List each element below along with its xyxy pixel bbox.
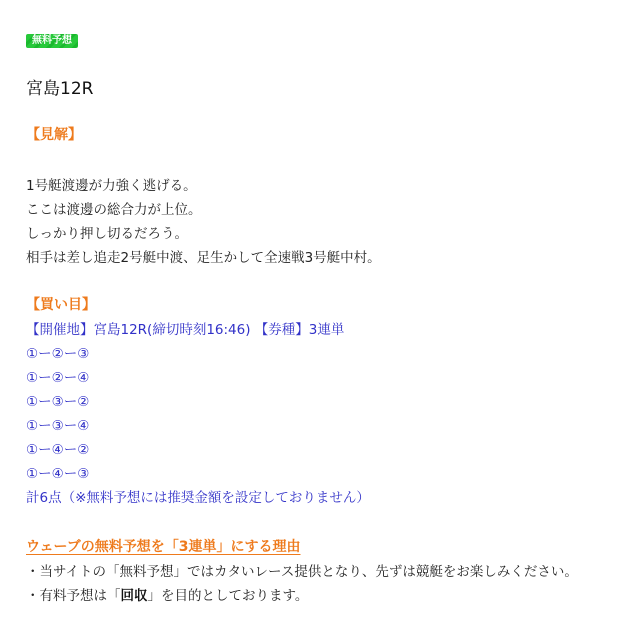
reason-line-2	[26, 584, 308, 604]
opinion-line-3: しっかり押し切るだろう。	[26, 226, 188, 242]
bet-combo-4: ①ー③ー④	[26, 418, 90, 434]
bets-heading: 【買い目】	[26, 297, 96, 313]
opinion-line-4: 相手は差し追走2号艇中渡、足生かして全速戦3号艇中村。	[26, 250, 381, 266]
reason-line-2-prefix: ・有料予想は「	[26, 588, 121, 604]
opinion-heading: 【見解】	[26, 127, 82, 143]
reason-line-2-suffix: 」を目的としております。	[147, 588, 309, 604]
reason-line-1: ・当サイトの「無料予想」ではカタいレース提供となり、先ずは競艇をお楽しみください。	[26, 564, 578, 580]
bet-combo-3: ①ー③ー②	[26, 394, 90, 410]
opinion-line-1: 1号艇渡邊が力強く逃げる。	[26, 178, 197, 194]
page-title: 宮島12R	[26, 79, 94, 99]
bet-combo-5: ①ー④ー②	[26, 442, 90, 458]
bet-combo-6: ①ー④ー③	[26, 466, 90, 482]
reason-heading: ウェーブの無料予想を「3連単」にする理由	[26, 539, 301, 555]
bet-combo-1: ①ー②ー③	[26, 346, 90, 362]
free-prediction-badge: 無料予想	[26, 34, 78, 48]
bets-total: 計6点（※無料予想には推奨金額を設定しておりません）	[26, 490, 370, 506]
reason-keyword-recovery: 回収	[120, 588, 148, 604]
bet-combo-2: ①ー②ー④	[26, 370, 90, 386]
bets-info: 【開催地】宮島12R(締切時刻16:46) 【券種】3連単	[26, 322, 345, 338]
opinion-line-2: ここは渡邊の総合力が上位。	[26, 202, 202, 218]
